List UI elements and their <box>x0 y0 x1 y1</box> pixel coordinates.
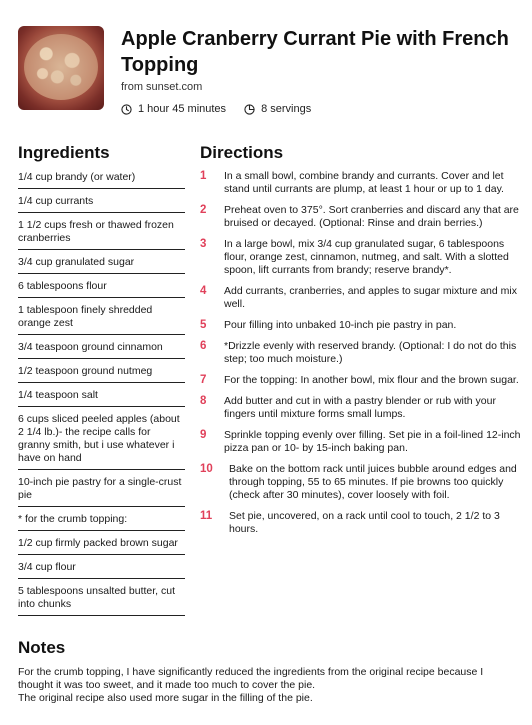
notes-line: The original recipe also used more sugar in the filling of the pie. <box>18 692 313 704</box>
total-time <box>121 103 226 115</box>
ingredient-item: 6 cups sliced peeled apples (about 2 1/4 lb.)- the recipe calls for granny smith, but i use whatever i have on hand <box>18 410 185 470</box>
direction-step <box>200 429 522 455</box>
ingredient-item: 1/4 teaspoon salt <box>18 386 185 407</box>
ingredient-item: 1/2 teaspoon ground nutmeg <box>18 362 185 383</box>
servings <box>244 103 311 115</box>
step-number: 10 <box>200 463 213 475</box>
recipe-photo <box>18 26 104 110</box>
recipe-title: Apple Cranberry Currant Pie with French Topping <box>121 28 509 76</box>
step-text: In a small bowl, combine brandy and currants. Cover and let stand until currants are plump, at least 1 hour or up to 1 day. <box>224 170 504 195</box>
step-number: 2 <box>200 204 207 216</box>
step-text: Pour filling into unbaked 10-inch pie pastry in pan. <box>224 319 457 331</box>
notes-heading: Notes <box>18 638 66 657</box>
ingredient-item: 1/4 cup brandy (or water) <box>18 168 185 189</box>
direction-step <box>200 340 522 366</box>
direction-step <box>200 285 522 311</box>
step-text: Preheat oven to 375°. Sort cranberries and discard any that are bruised or decayed. (Optional: Rinse and drain berries.) <box>224 204 519 229</box>
ingredient-item: 1/4 cup currants <box>18 192 185 213</box>
step-number: 9 <box>200 429 207 441</box>
step-number: 8 <box>200 395 207 407</box>
step-number: 1 <box>200 170 207 182</box>
ingredients-heading: Ingredients <box>18 143 110 162</box>
step-number: 3 <box>200 238 207 250</box>
step-text: *Drizzle evenly with reserved brandy. (Optional: I do not do this step; too much moisture.) <box>224 340 517 365</box>
direction-step <box>200 238 522 277</box>
step-text: Bake on the bottom rack until juices bubble around edges and through topping, 55 to 65 minutes. If pie browns too quickly (check after 30 minutes), cover loosely with foil. <box>229 463 517 501</box>
clock-icon <box>121 104 132 115</box>
directions-heading: Directions <box>200 143 284 162</box>
ingredient-item: 1 1/2 cups fresh or thawed frozen cranberries <box>18 216 185 250</box>
step-text: For the topping: In another bowl, mix flour and the brown sugar. <box>224 374 519 386</box>
step-text: Add currants, cranberries, and apples to sugar mixture and mix well. <box>224 285 517 310</box>
notes-body <box>18 666 518 705</box>
step-number: 6 <box>200 340 207 352</box>
servings-value: 8 servings <box>261 103 312 115</box>
ingredients-list <box>18 168 185 619</box>
direction-step <box>200 204 522 230</box>
notes-line: For the crumb topping, I have significantly reduced the ingredients from the original recipe because I thought it was too sweet, and it made too much to cover the pie. <box>18 666 484 691</box>
total-time-value: 1 hour 45 minutes <box>138 103 227 115</box>
ingredient-item: 3/4 cup flour <box>18 558 185 579</box>
step-text: Add butter and cut in with a pastry blender or rub with your fingers until mixture forms small lumps. <box>224 395 496 420</box>
ingredient-item: 3/4 cup granulated sugar <box>18 253 185 274</box>
step-number: 11 <box>200 510 213 522</box>
direction-step <box>200 319 522 332</box>
ingredient-item: 1/2 cup firmly packed brown sugar <box>18 534 185 555</box>
direction-step <box>200 510 522 536</box>
step-text: Sprinkle topping evenly over filling. Set pie in a foil-lined 12-inch pizza pan or 10- by 15-inch baking pan. <box>224 429 521 454</box>
direction-step <box>200 170 522 196</box>
ingredient-item: 10-inch pie pastry for a single-crust pie <box>18 473 185 507</box>
step-number: 5 <box>200 319 207 331</box>
step-number: 4 <box>200 285 207 297</box>
ingredient-item: 5 tablespoons unsalted butter, cut into chunks <box>18 582 185 616</box>
recipe-source: from sunset.com <box>121 81 203 93</box>
recipe-meta <box>121 103 311 115</box>
direction-step <box>200 463 522 502</box>
directions-list <box>200 170 522 544</box>
servings-icon <box>244 104 255 115</box>
ingredient-item: 3/4 teaspoon ground cinnamon <box>18 338 185 359</box>
pie-image <box>24 34 98 100</box>
step-text: In a large bowl, mix 3/4 cup granulated sugar, 6 tablespoons flour, orange zest, cinnamon, nutmeg, and salt. With a slotted spoon, lift currants from brandy; reserve brandy*. <box>224 238 509 276</box>
ingredient-item: 1 tablespoon finely shredded orange zest <box>18 301 185 335</box>
step-number: 7 <box>200 374 207 386</box>
step-text: Set pie, uncovered, on a rack until cool to touch, 2 1/2 to 3 hours. <box>229 510 500 535</box>
direction-step <box>200 374 522 387</box>
ingredient-item: * for the crumb topping: <box>18 510 185 531</box>
ingredient-item: 6 tablespoons flour <box>18 277 185 298</box>
direction-step <box>200 395 522 421</box>
